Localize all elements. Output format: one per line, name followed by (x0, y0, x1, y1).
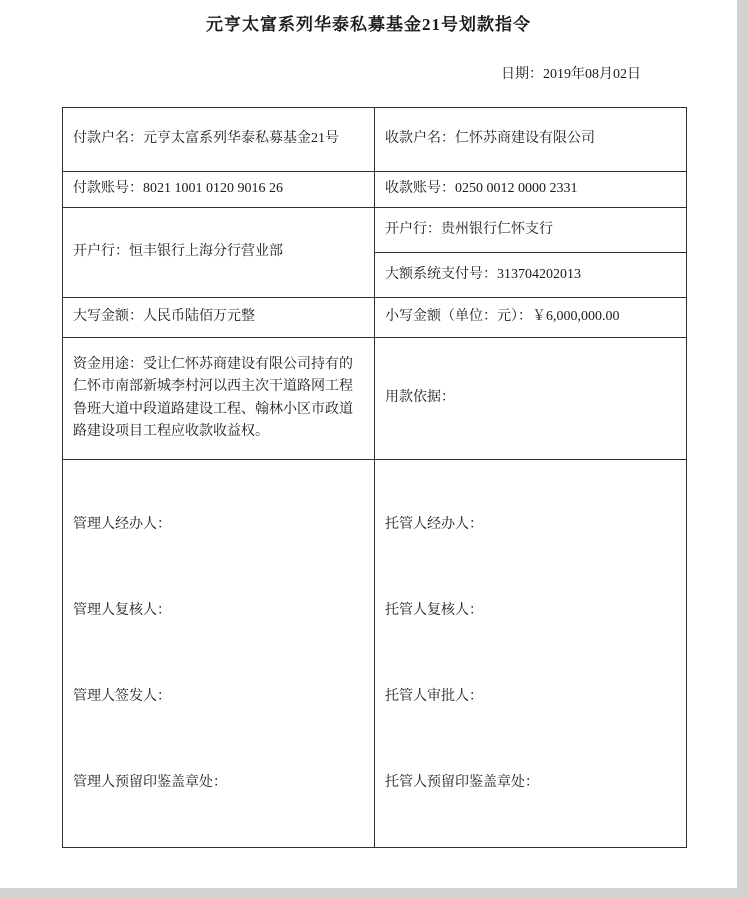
manager-signature-cell (63, 460, 375, 848)
manager-reviewer-label: 管理人复核人： (73, 602, 171, 618)
amount-in-words-cell: 大写金额：人民币陆佰万元整 (63, 298, 375, 338)
document-date: 日期：2019年08月02日 (501, 67, 641, 82)
payer-name-cell: 付款户名：元亨太富系列华泰私募基金21号 (63, 108, 375, 172)
payer-bank-cell: 开户行：恒丰银行上海分行营业部 (63, 208, 375, 298)
custodian-seal-label: 托管人预留印鉴盖章处： (385, 774, 539, 790)
payee-name-cell: 收款户名：仁怀苏商建设有限公司 (375, 108, 687, 172)
payee-account-cell: 收款账号：0250 0012 0000 2331 (375, 172, 687, 208)
table-row (63, 208, 687, 253)
table-row (63, 298, 687, 338)
payee-bank-cell: 开户行：贵州银行仁怀支行 (375, 208, 687, 253)
manager-seal-label: 管理人预留印鉴盖章处： (73, 774, 227, 790)
table-row (63, 172, 687, 208)
custodian-handler-label: 托管人经办人： (385, 516, 483, 532)
custodian-reviewer-label: 托管人复核人： (385, 602, 483, 618)
fund-purpose-cell: 资金用途：受让仁怀苏商建设有限公司持有的仁怀市南部新城李村河以西主次干道路网工程鲁班大道中段道路建设工程、翰林小区市政道路建设项目工程应收款收益权。 (63, 338, 375, 460)
manager-issuer-label: 管理人签发人： (73, 688, 171, 704)
table-row (63, 460, 687, 848)
amount-in-figures-cell: 小写金额（单位：元）：￥6,000,000.00 (375, 298, 687, 338)
custodian-signature-cell (375, 460, 687, 848)
table-row (63, 108, 687, 172)
document-title: 元亨太富系列华泰私募基金21号划款指令 (206, 15, 531, 34)
custodian-approver-label: 托管人审批人： (385, 688, 483, 704)
transfer-instruction-table (62, 107, 687, 848)
lvps-number-cell: 大额系统支付号：313704202013 (375, 253, 687, 298)
table-row (63, 338, 687, 460)
manager-handler-label: 管理人经办人： (73, 516, 171, 532)
payment-basis-cell: 用款依据： (375, 338, 687, 460)
payer-account-cell: 付款账号：8021 1001 0120 9016 26 (63, 172, 375, 208)
